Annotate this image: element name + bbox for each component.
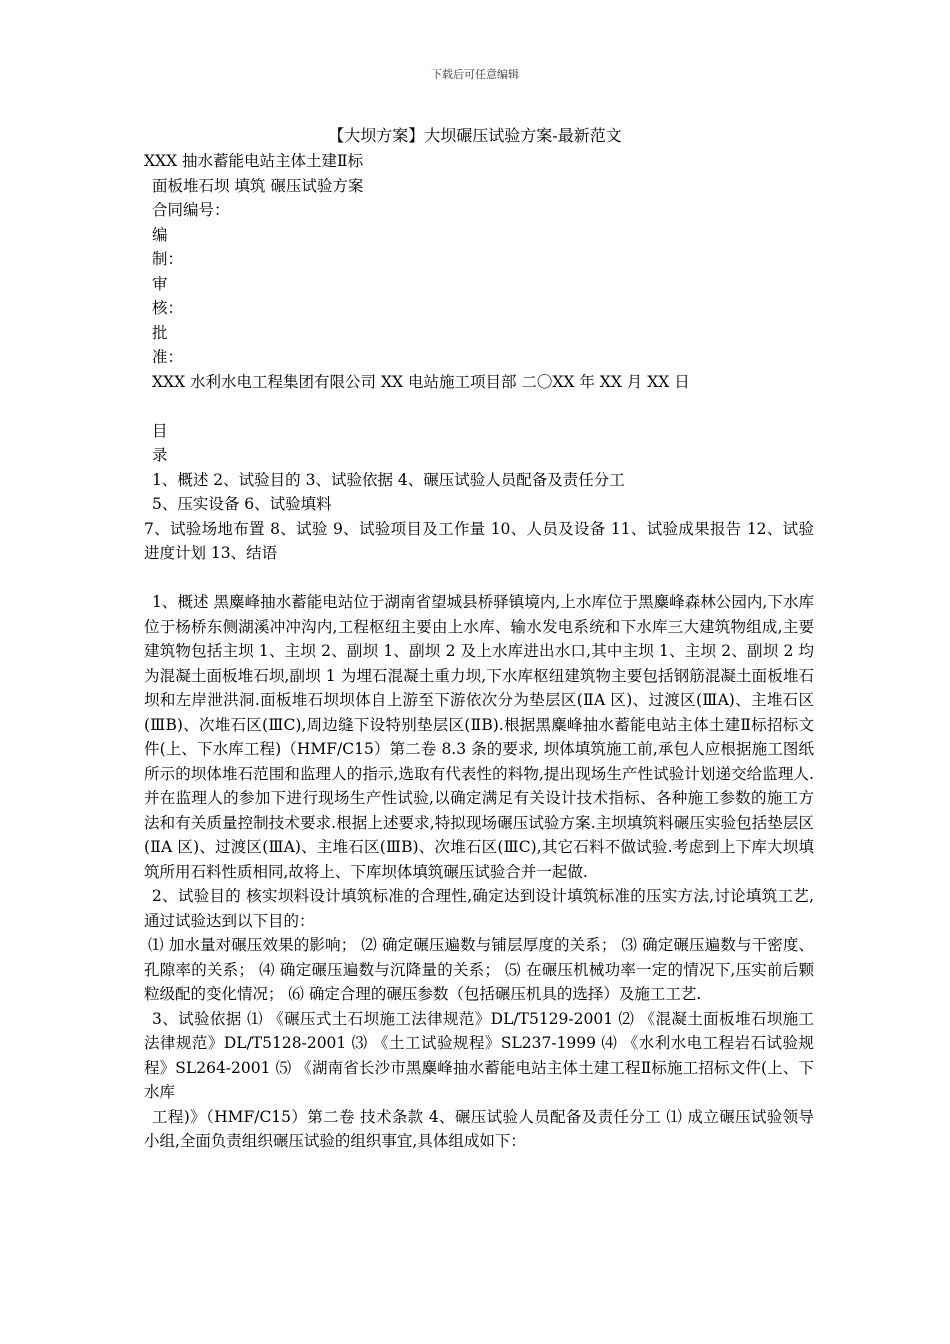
- page-header-note: 下载后可任意编辑: [431, 68, 519, 81]
- prepared-by-label-1: 编: [152, 225, 168, 244]
- approved-by-label-2: 准：: [152, 348, 184, 366]
- document-title: 【大坝方案】大坝碾压试验方案-最新范文: [328, 126, 622, 145]
- document-body: [144, 149, 814, 1154]
- section-basis-paragraph: 3、试验依据 ⑴ 《碾压式土石坝施工法律规范》DL/T5129-2001 ⑵ 《混凝土面板堆石坝施工法律规范》DL/T5128-2001 ⑶ 《土工试验规程》SL237-1999 ⑷ 《水利水电工程岩石试验规程》SL264-2001 ⑸ 《湖南省长沙市黑麋峰抽水蓄能电站主体土建工程Ⅱ标施工招标文件(上、下水库: [144, 1009, 814, 1101]
- project-name-line: XXX 抽水蓄能电站主体土建Ⅱ标: [144, 152, 364, 170]
- company-date-line: XXX 水利水电工程集团有限公司 XX 电站施工项目部 二〇XX 年 XX 月 XX 日: [152, 372, 690, 391]
- section-staffing-paragraph: 工程)》（HMF/C15）第二卷 技术条款 4、碾压试验人员配备及责任分工 ⑴ 成立碾压试验领导小组,全面负责组织碾压试验的组织事宜,具体组成如下：: [144, 1107, 814, 1150]
- spacer: [144, 394, 814, 419]
- contract-number-line: 合同编号：: [152, 201, 230, 219]
- spacer: [144, 566, 814, 591]
- toc-line-1: 1、概述 2、试验目的 3、试验依据 4、碾压试验人员配备及责任分工: [152, 470, 625, 489]
- section-purpose-paragraph: 2、试验目的 核实坝料设计填筑标准的合理性,确定达到设计填筑标准的压实方法,讨论填筑工艺,通过试验达到以下目的：: [144, 887, 814, 930]
- subject-line: 面板堆石坝 填筑 碾压试验方案: [152, 176, 364, 195]
- reviewed-by-label-2: 核：: [152, 299, 184, 317]
- purpose-items-paragraph: ⑴ 加水量对碾压效果的影响； ⑵ 确定碾压遍数与铺层厚度的关系； ⑶ 确定碾压遍数与干密度、孔隙率的关系； ⑷ 确定碾压遍数与沉降量的关系； ⑸ 在碾压机械功率一定的情况下,压实前后颗粒级配的变化情况； ⑹ 确定合理的碾压参数（包括碾压机具的选择）及施工工艺.: [144, 936, 814, 1003]
- toc-heading-2: 录: [152, 446, 168, 464]
- reviewed-by-label-1: 审: [152, 274, 168, 293]
- toc-heading-1: 目: [152, 421, 168, 440]
- toc-line-2: 5、压实设备 6、试验填料: [152, 495, 332, 513]
- section-overview-paragraph: 1、概述 黑麋峰抽水蓄能电站位于湖南省望城县桥驿镇境内,上水库位于黑麋峰森林公园内,下水库位于杨桥东侧湖溪冲冲沟内,工程枢纽主要由上水库、输水发电系统和下水库三大建筑物组成,主要建筑物包括主坝 1、主坝 2、副坝 1、副坝 2 及上水库进出水口,其中主坝 1、主坝 2、副坝 2 均为混凝土面板堆石坝,副坝 1 为埋石混凝土重力坝,下水库枢纽建筑物主要包括钢筋混凝土面板堆石坝和左岸泄洪洞.面板堆石坝坝体自上游至下游依次分为垫层区(ⅡA 区)、过渡区(ⅢA)、主堆石区(ⅢB)、次堆石区(ⅢC),周边缝下设特别垫层区(ⅡB).根据黑麋峰抽水蓄能电站主体土建Ⅱ标招标文件(上、下水库工程)（HMF/C15）第二卷 8.3 条的要求, 坝体填筑施工前,承包人应根据施工图纸所示的坝体堆石范围和监理人的指示,选取有代表性的料物,提出现场生产性试验计划递交给监理人.并在监理人的参加下进行现场生产性试验,以确定满足有关设计技术指标、各种施工参数的施工方法和有关质量控制技术要求.根据上述要求,特拟现场碾压试验方案.主坝填筑料碾压实验包括垫层区(ⅡA 区)、过渡区(ⅢA)、主堆石区(ⅢB)、次堆石区(ⅢC),其它石料不做试验.考虑到上下库大坝填筑所用石料性质相同,故将上、下库坝体填筑碾压试验合并一起做.: [144, 593, 814, 881]
- approved-by-label-1: 批: [152, 323, 168, 342]
- prepared-by-label-2: 制：: [152, 250, 184, 268]
- toc-line-3: 7、试验场地布置 8、试验 9、试验项目及工作量 10、人员及设备 11、试验成果报告 12、试验进度计划 13、结语: [144, 519, 814, 562]
